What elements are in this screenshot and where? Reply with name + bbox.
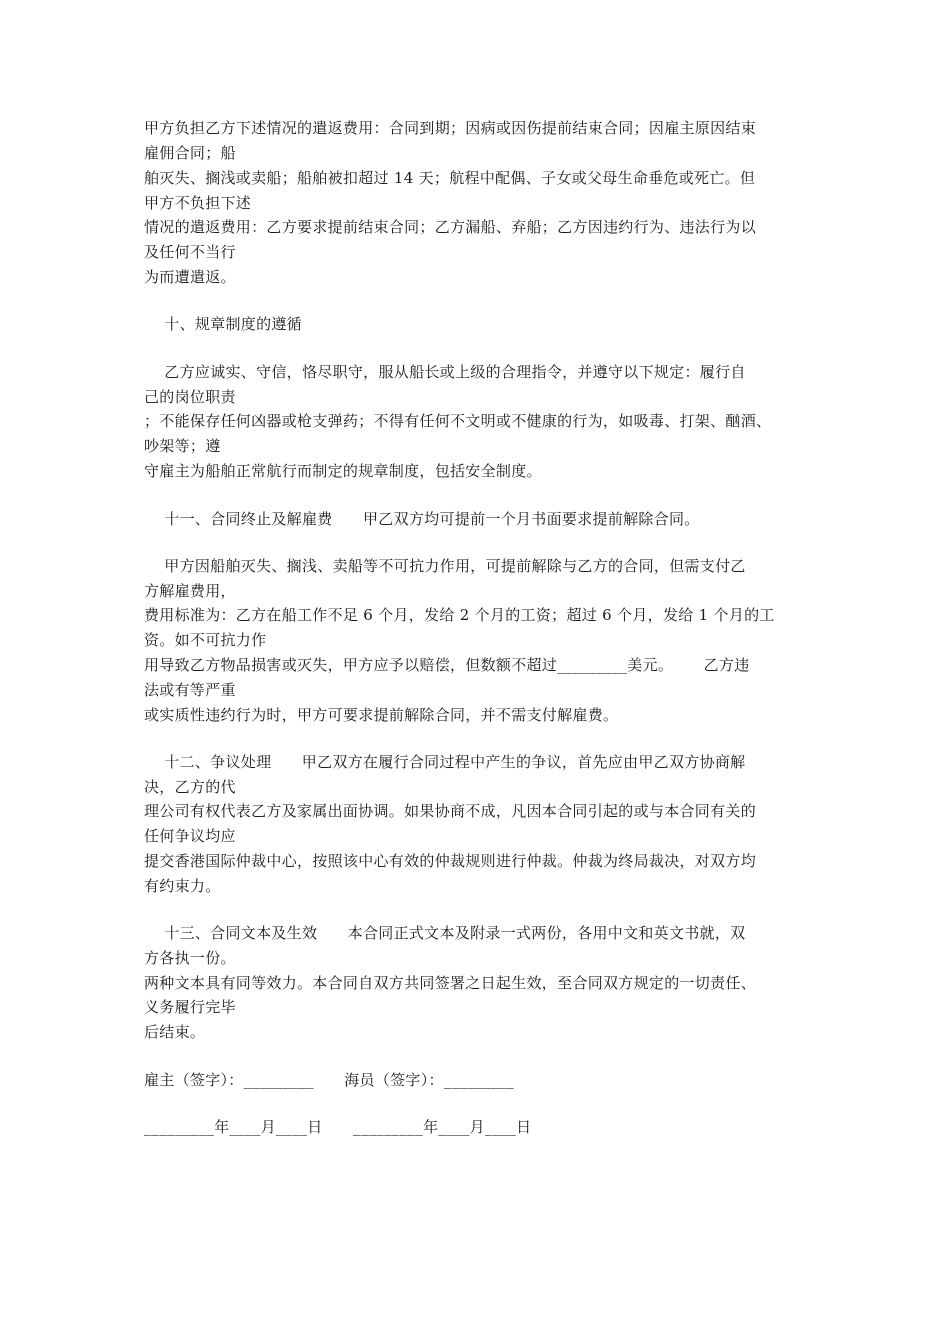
- text-line: 后结束。: [144, 1023, 206, 1041]
- text-line: 义务履行完毕: [144, 998, 236, 1016]
- date-line: _________年____月____日 _________年____月____日: [144, 1118, 532, 1136]
- text-line: 甲方因船舶灭失、搁浅、卖船等不可抗力作用，可提前解除与乙方的合同，但需支付乙: [144, 557, 746, 575]
- text-line: 情况的遣返费用：乙方要求提前结束合同；乙方漏船、弃船；乙方因违约行为、违法行为以: [144, 218, 757, 236]
- text-line: 两种文本具有同等效力。本合同自双方共同签署之日起生效，至合同双方规定的一切责任、: [144, 974, 757, 992]
- text-line: 提交香港国际仲裁中心，按照该中心有效的仲裁规则进行仲裁。仲裁为终局裁决，对双方均: [144, 852, 757, 870]
- text-line: 己的岗位职责: [144, 388, 236, 406]
- text-line: 为而遭遣返。: [144, 268, 236, 286]
- text-line: 乙方应诚实、守信，恪尽职守，服从船长或上级的合理指令，并遵守以下规定：履行自: [144, 363, 746, 381]
- signature-line: 雇主（签字）：_________ 海员（签字）：_________: [144, 1071, 515, 1089]
- text-line: 甲方负担乙方下述情况的遣返费用：合同到期；因病或因伤提前结束合同；因雇主原因结束: [144, 119, 757, 137]
- text-line: 雇佣合同；船: [144, 144, 236, 162]
- text-line: 舶灭失、搁浅或卖船；船舶被扣超过 14 天；航程中配偶、子女或父母生命垂危或死亡。但: [144, 169, 756, 187]
- text-line: 方解雇费用，: [144, 582, 236, 600]
- text-line: 费用标准为：乙方在船工作不足 6 个月，发给 2 个月的工资；超过 6 个月，发给 1 个月的工: [144, 606, 775, 624]
- section-heading: 十三、合同文本及生效 本合同正式文本及附录一式两份，各用中文和英文书就，双: [144, 924, 746, 942]
- section-heading: 十一、合同终止及解雇费 甲乙双方均可提前一个月书面要求提前解除合同。: [144, 510, 700, 528]
- text-line: ；不能保存任何凶器或枪支弹药；不得有任何不文明或不健康的行为，如吸毒、打架、酗酒、: [144, 412, 772, 430]
- text-line: 理公司有权代表乙方及家属出面协调。如果协商不成，凡因本合同引起的或与本合同有关的: [144, 802, 757, 820]
- section-heading: 十、规章制度的遵循: [144, 315, 302, 333]
- text-line: 甲方不负担下述: [144, 194, 252, 212]
- text-line: 方各执一份。: [144, 949, 236, 967]
- text-line: 法或有等严重: [144, 681, 236, 699]
- text-line: 任何争议均应: [144, 827, 236, 845]
- text-line: 决，乙方的代: [144, 778, 236, 796]
- text-line: 用导致乙方物品损害或灭失，甲方应予以赔偿，但数额不超过_________美元。 乙方违: [144, 656, 750, 674]
- text-line: 资。如不可抗力作: [144, 631, 267, 649]
- text-line: 守雇主为船舶正常航行而制定的规章制度，包括安全制度。: [144, 462, 542, 480]
- text-line: 有约束力。: [144, 877, 221, 895]
- text-line: 或实质性违约行为时，甲方可要求提前解除合同，并不需支付解雇费。: [144, 706, 619, 724]
- section-heading: 十二、争议处理 甲乙双方在履行合同过程中产生的争议，首先应由甲乙双方协商解: [144, 753, 746, 771]
- text-line: 及任何不当行: [144, 243, 236, 261]
- text-line: 吵架等；遵: [144, 437, 221, 455]
